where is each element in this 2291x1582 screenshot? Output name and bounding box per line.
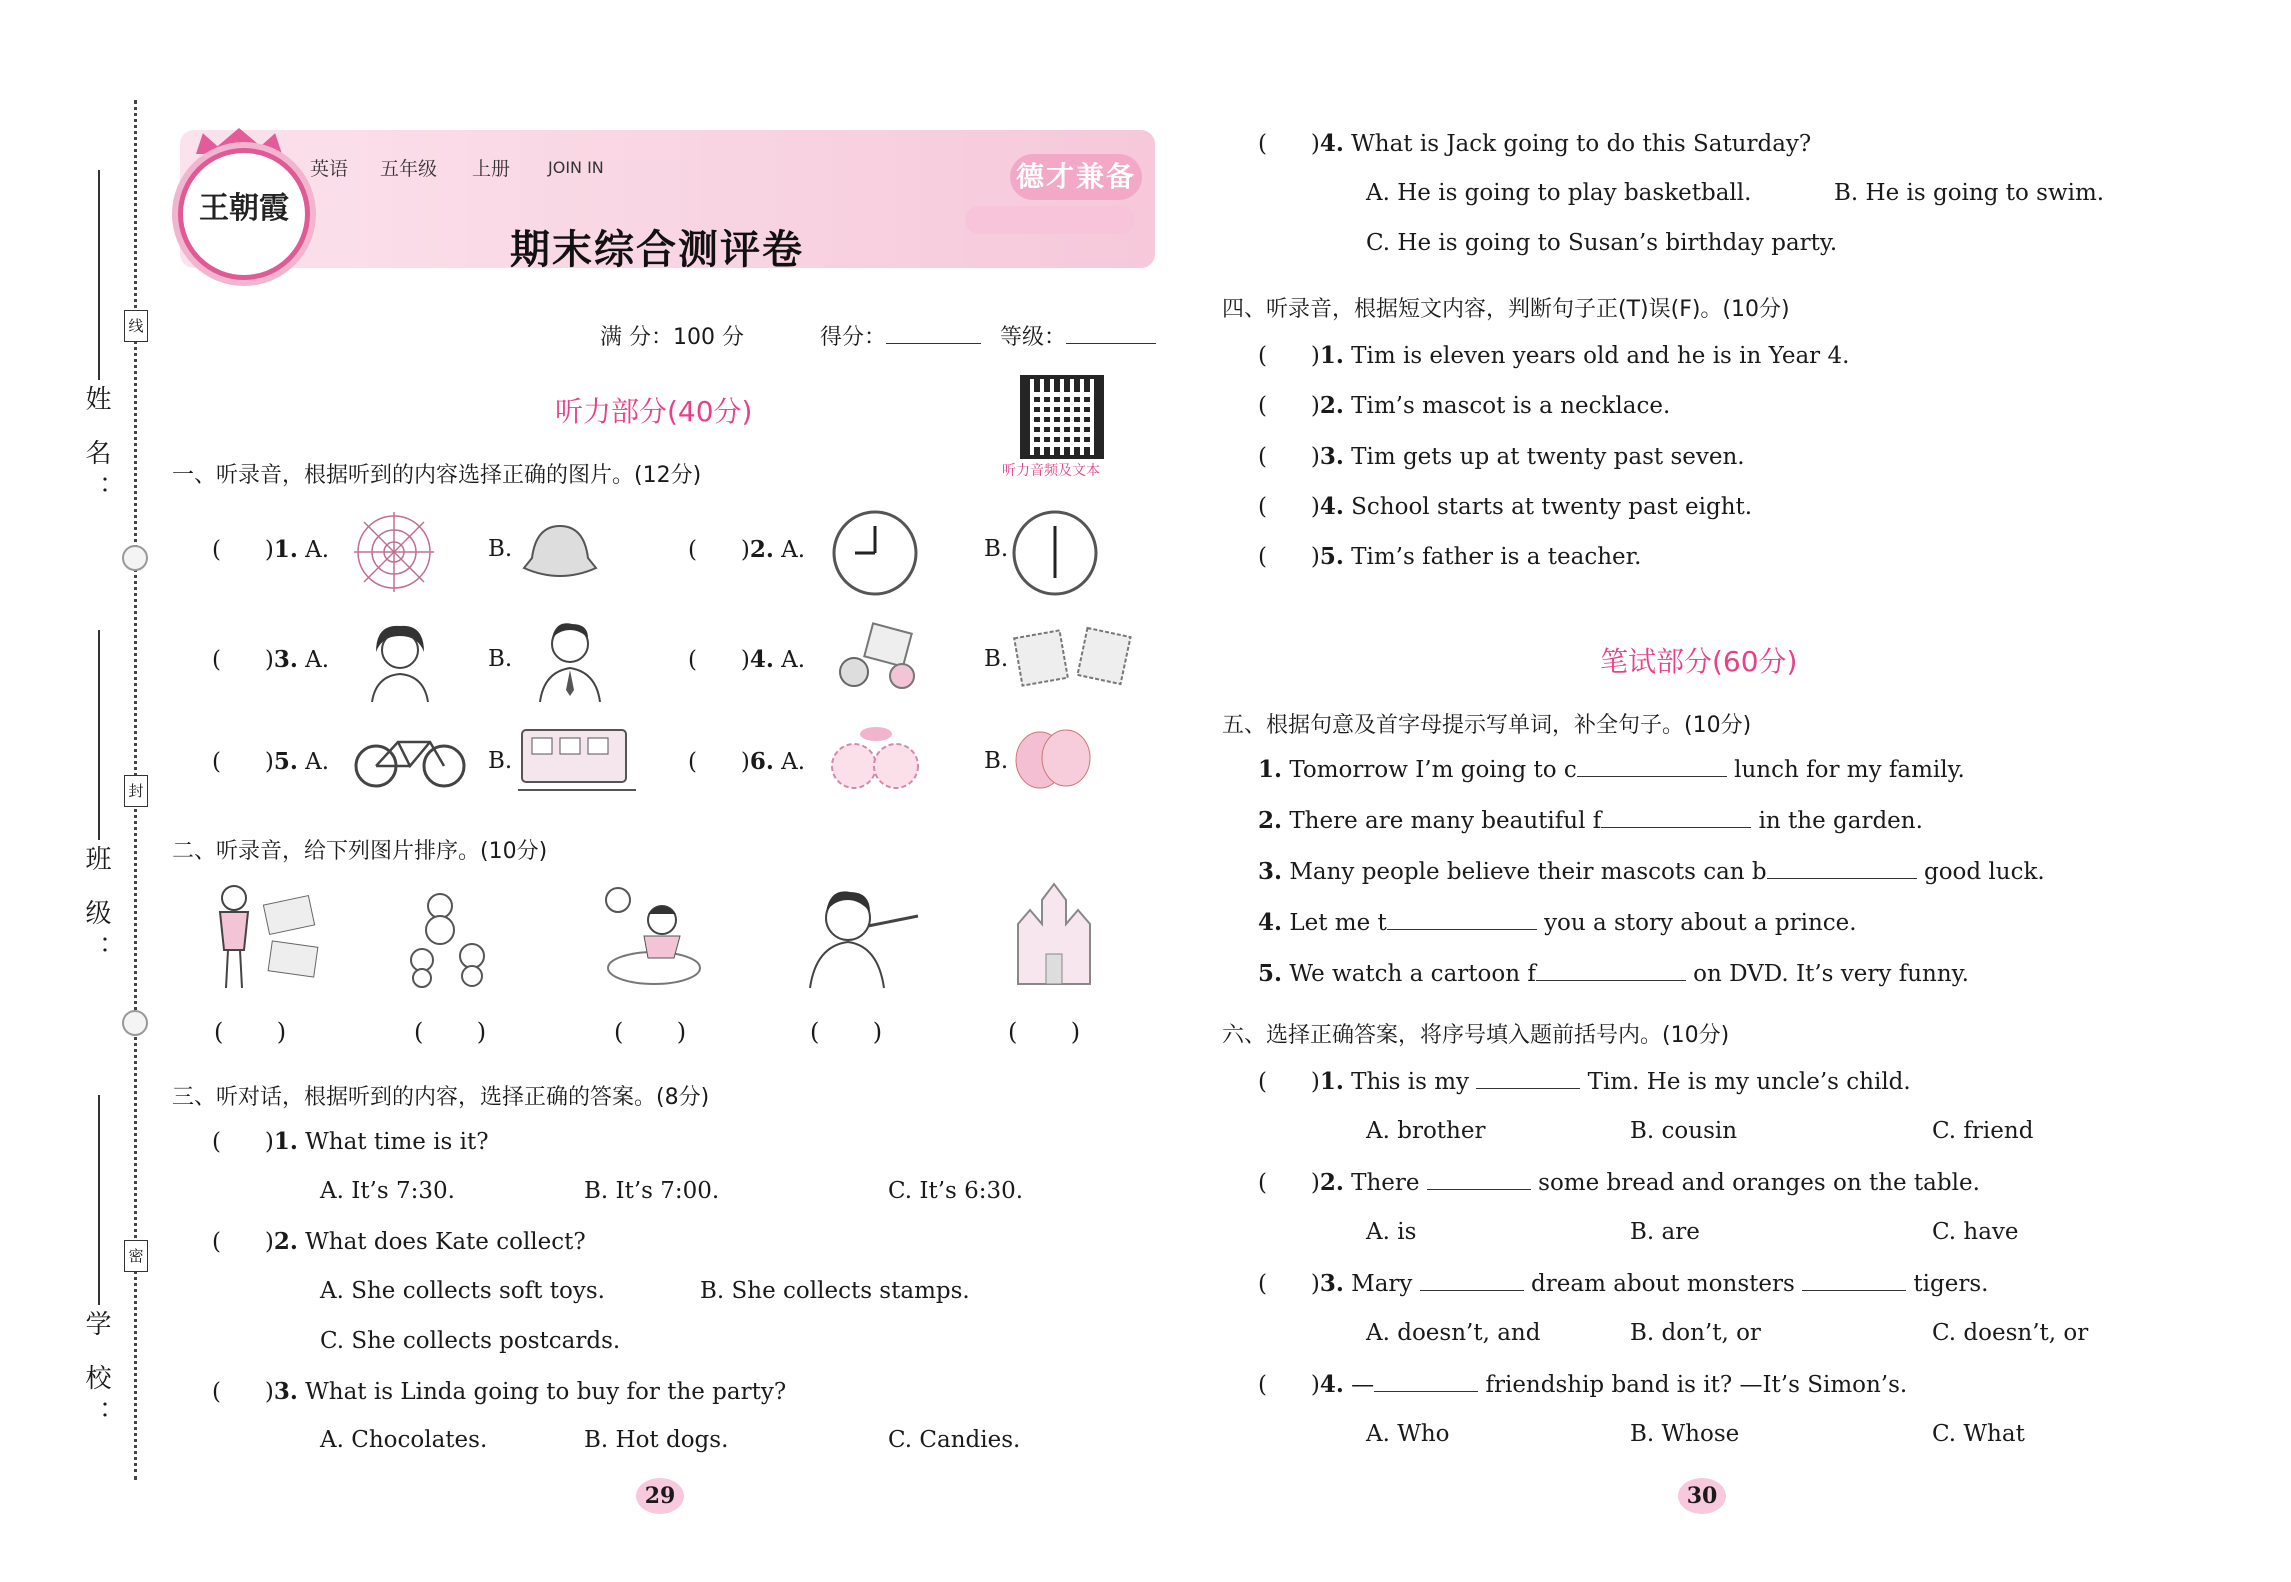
score-field[interactable] [820,320,981,351]
term-label: 上册 [472,158,511,180]
sec1-q2-b: B. [984,536,1009,562]
sec1-q3: ( )3. A. [212,646,330,673]
sec2-answer-2[interactable]: ( ) [414,1018,487,1046]
blank[interactable] [1536,980,1686,981]
sec4-q1: ( )1. Tim is eleven years old and he is in Year 4. [1258,342,1850,369]
sec6-q3-a: A. doesn’t, and [1366,1320,1541,1346]
school-underline [98,1095,100,1305]
girl-postcards-image [208,880,322,992]
cloud-decoration [965,206,1135,234]
sec3-q3-c: C. Candies. [888,1427,1021,1453]
man-image [532,614,608,702]
sec6-heading: 六、选择正确答案，将序号填入题前括号内。(10分) [1222,1023,1730,1048]
sec1-heading: 一、听录音，根据听到的内容选择正确的图片。(12分) [172,463,702,488]
girl-clock-image [604,884,704,988]
subject-label: 英语 [310,158,349,180]
blank[interactable] [1427,1189,1531,1190]
sec3-q1: ( )1. What time is it? [212,1128,489,1155]
sec3-q3-b: B. Hot dogs. [584,1427,729,1453]
grade-field-label: 等级： [1000,325,1067,350]
sec4-q2: ( )2. Tim’s mascot is a necklace. [1258,392,1671,419]
sec6-q2: ( )2. There some bread and oranges on the table. [1258,1169,1980,1196]
name-label: 姓 名： [81,385,111,512]
sec5-q2: 2. There are many beautiful f in the garden. [1258,807,1923,834]
class-underline [98,630,100,840]
sec3-q3-a: A. Chocolates. [320,1427,488,1453]
sec6-q4-b: B. Whose [1630,1421,1740,1447]
clock-image [830,508,920,598]
boy-teeth-image [800,884,924,988]
train-image [518,722,636,796]
peaches-image [826,722,926,792]
sec3-heading: 三、听对话，根据听到的内容，选择正确的答案。(8分) [172,1085,710,1110]
seal-secret-mark: 密 [124,1240,148,1272]
sec6-q4-a: A. Who [1366,1421,1450,1447]
blank[interactable] [1387,929,1537,930]
sec6-q4: ( )4. — friendship band is it? —It’s Simon’s. [1258,1371,1908,1398]
sec5-q1: 1. Tomorrow I’m going to c lunch for my family. [1258,756,1965,783]
sec3-q2-a: A. She collects soft toys. [320,1278,605,1304]
sec6-q3: ( )3. Mary dream about monsters tigers. [1258,1270,1989,1297]
sec1-q5: ( )5. A. [212,748,330,775]
score-label: 得分： [820,325,887,350]
edition-label: JOIN IN [548,158,604,177]
teddy-bears-image [404,888,498,988]
listening-title: 听力部分(40分) [555,395,753,428]
grade-label: 五年级 [380,158,438,180]
clock-image [1010,508,1100,598]
sec5-q4: 4. Let me t you a story about a prince. [1258,909,1857,936]
writing-title: 笔试部分(60分) [1600,645,1798,678]
sec3-q4-a: A. He is going to play basketball. [1366,180,1752,206]
sec5-q5: 5. We watch a cartoon f on DVD. It’s very funny. [1258,960,1969,987]
sec6-q1: ( )1. This is my Tim. He is my uncle’s child. [1258,1068,1911,1095]
sec3-q4-c: C. He is going to Susan’s birthday party. [1366,230,1838,256]
sec1-q6: ( )6. A. [688,748,806,775]
brand-logo [178,148,310,280]
sec1-q6-b: B. [984,748,1009,774]
sec3-q2-b: B. She collects stamps. [700,1278,970,1304]
sec2-answer-4[interactable]: ( ) [810,1018,883,1046]
sec3-q2-c: C. She collects postcards. [320,1328,621,1354]
woman-image [362,618,438,702]
sec1-q1-b: B. [488,536,513,562]
name-underline [98,170,100,380]
binding-hole-icon [122,545,148,571]
sec3-q1-a: A. It’s 7:30. [320,1178,455,1204]
hat-image [518,518,602,584]
sec3-q2: ( )2. What does Kate collect? [212,1228,586,1255]
sec1-q4: ( )4. A. [688,646,806,673]
sec4-q5: ( )5. Tim’s father is a teacher. [1258,543,1642,570]
sec2-answer-5[interactable]: ( ) [1008,1018,1081,1046]
sec1-q4-b: B. [984,646,1009,672]
sec4-q4: ( )4. School starts at twenty past eight. [1258,493,1753,520]
class-label: 班 级： [81,845,111,972]
sec6-q2-a: A. is [1366,1219,1417,1245]
sec3-q4-b: B. He is going to swim. [1834,180,2105,206]
toys-image [832,620,922,696]
balloons-image [1010,724,1094,794]
sec2-answer-3[interactable]: ( ) [614,1018,687,1046]
seal-seal-mark: 封 [124,775,148,807]
sec2-heading: 二、听录音，给下列图片排序。(10分) [172,839,548,864]
qr-code-icon[interactable] [1020,375,1104,459]
binding-hole-icon [122,1010,148,1036]
castle-image [1010,880,1096,986]
page-number-left: 29 [630,1478,690,1514]
blank[interactable] [1802,1290,1906,1291]
sec2-answer-1[interactable]: ( ) [214,1018,287,1046]
spiderweb-image [352,510,436,594]
blank[interactable] [1374,1391,1478,1392]
sec5-heading: 五、根据句意及首字母提示写单词，补全句子。(10分) [1222,713,1752,738]
motto-badge: 德才兼备 [1010,154,1142,200]
blank[interactable] [1767,878,1917,879]
sec5-q3: 3. Many people believe their mascots can b good luck. [1258,858,2045,885]
sec6-q1-c: C. friend [1932,1118,2034,1144]
sec6-q2-c: C. have [1932,1219,2019,1245]
blank[interactable] [1476,1088,1580,1089]
sec6-q3-c: C. doesn’t, or [1932,1320,2089,1346]
sec1-q3-b: B. [488,646,513,672]
sec1-q2: ( )2. A. [688,536,806,563]
blank[interactable] [1601,827,1751,828]
sec4-q3: ( )3. Tim gets up at twenty past seven. [1258,443,1745,470]
school-label: 学 校： [81,1310,111,1437]
sec3-q1-b: B. It’s 7:00. [584,1178,720,1204]
sec6-q1-b: B. cousin [1630,1118,1738,1144]
sec6-q4-c: C. What [1932,1421,2025,1447]
grade-field[interactable] [1000,320,1156,351]
page-number-right: 30 [1672,1478,1732,1514]
sec3-q4: ( )4. What is Jack going to do this Saturday? [1258,130,1812,157]
blank[interactable] [1420,1290,1524,1291]
sec3-q1-c: C. It’s 6:30. [888,1178,1024,1204]
sec6-q2-b: B. are [1630,1219,1700,1245]
seal-line-mark: 线 [124,310,148,342]
stamps-image [1012,626,1136,690]
sec1-q5-b: B. [488,748,513,774]
sec3-q3: ( )3. What is Linda going to buy for the party? [212,1378,787,1405]
sec1-q1: ( )1. A. [212,536,330,563]
brand-name: 王朝霞 [199,191,289,226]
sec6-q3-b: B. don’t, or [1630,1320,1761,1346]
sec4-heading: 四、听录音，根据短文内容，判断句子正(T)误(F)。(10分) [1222,297,1790,322]
page-title: 期末综合测评卷 [510,227,804,273]
bicycle-image [352,726,468,790]
qr-caption: 听力音频及文本 [1002,463,1100,479]
full-score: 满 分：100 分 [600,325,744,350]
blank[interactable] [1577,776,1727,777]
sec6-q1-a: A. brother [1366,1118,1486,1144]
